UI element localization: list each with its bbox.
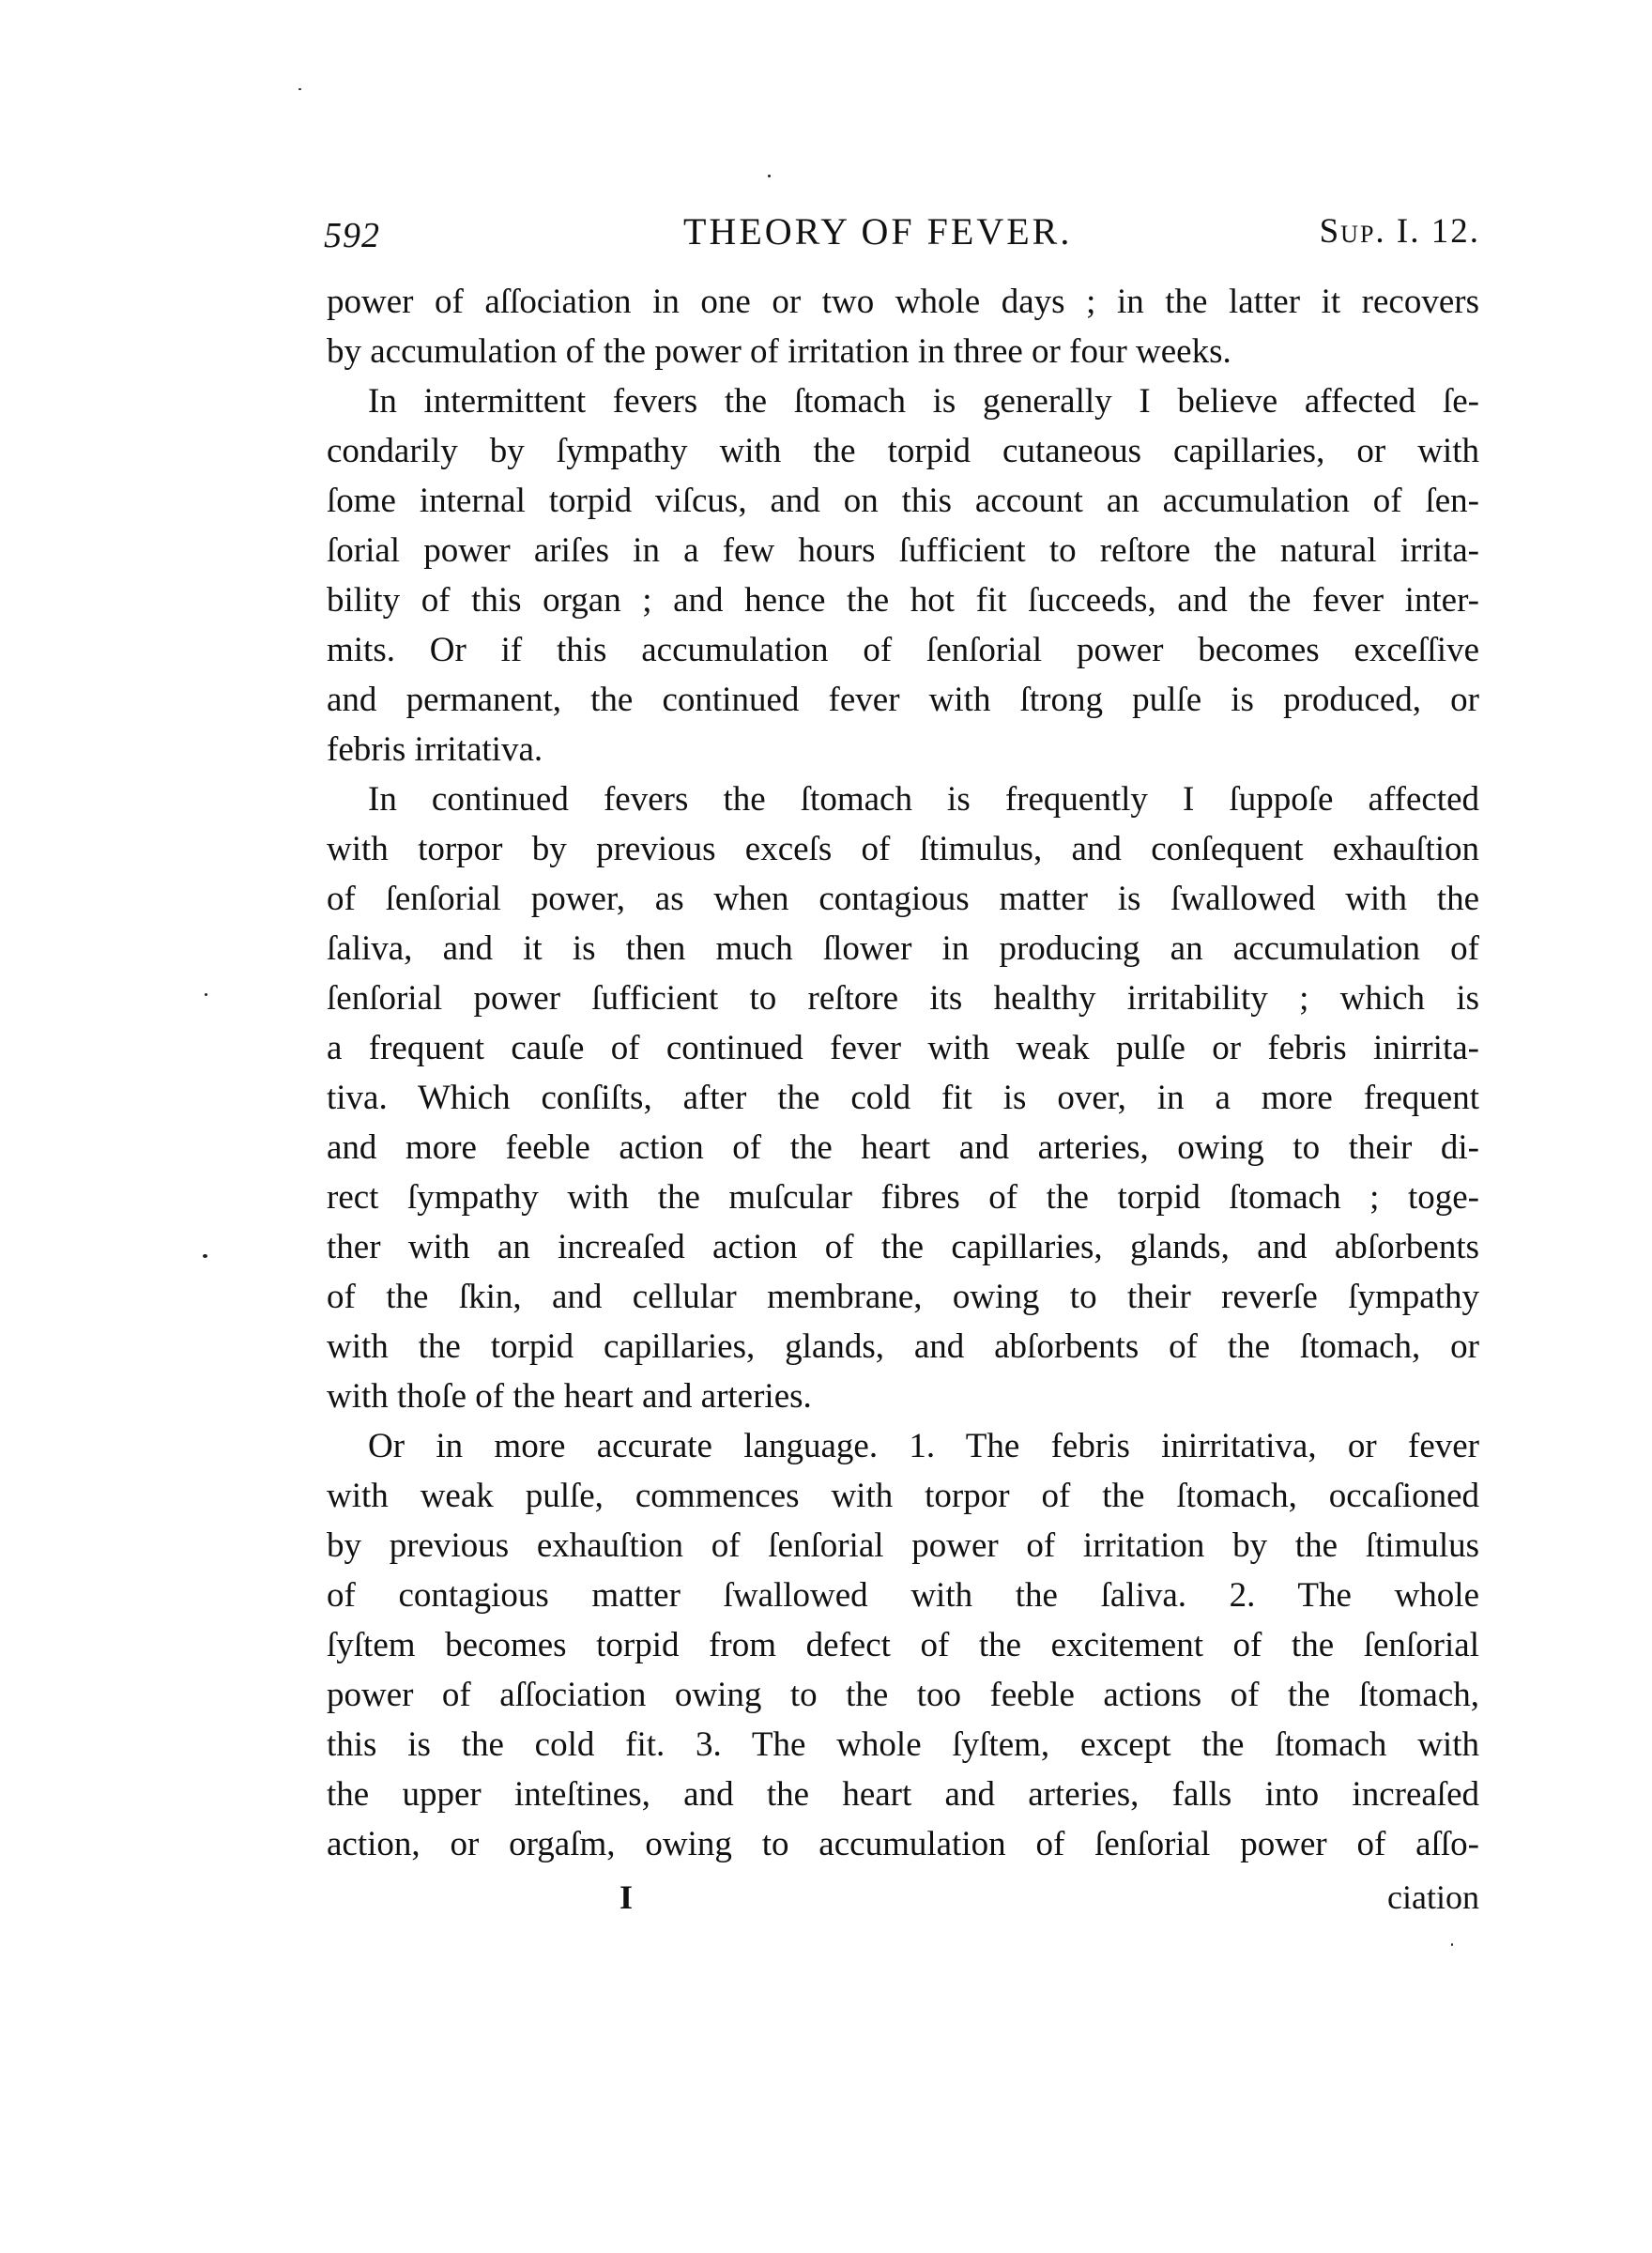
text-line: tiva. Which conſiſts, after the cold fit is over, in a more frequent [327,1079,1479,1117]
text-line: of contagious matter ſwallowed with the ſaliva. 2. The whole [327,1576,1479,1615]
text-line: action, or orgaſm, owing to accumulation of ſenſorial power of aſſo- [327,1825,1479,1863]
section-number: I. 12. [1385,212,1480,251]
text-line: ſyſtem becomes torpid from defect of the excitement of the ſenſorial [327,1626,1479,1664]
scan-speck [203,1254,207,1258]
scan-speck [298,88,301,90]
text-line: ſenſorial power ſufficient to reſtore its healthy irritability ; which is [327,979,1479,1018]
text-line: with thoſe of the heart and arteries. [327,1377,812,1416]
text-line: and permanent, the continued fever with ſtrong pulſe is produced, or [327,681,1479,719]
text-line: with weak pulſe, commences with torpor of the ſtomach, occaſioned [327,1477,1479,1515]
scan-speck [1451,1943,1453,1946]
running-head [324,208,1480,255]
text-line: rect ſympathy with the muſcular fibres of the torpid ſtomach ; toge- [327,1178,1479,1217]
text-line: with torpor by previous exceſs of ſtimulus, and conſequent exhauſtion [327,830,1479,868]
text-line: and more feeble action of the heart and arteries, owing to their di- [327,1128,1479,1167]
running-title: THEORY OF FEVER. [683,210,1073,253]
page-footer [327,1873,1479,1923]
scan-speck [768,175,771,177]
text-line: by previous exhauſtion of ſenſorial power of irritation by the ſtimulus [327,1526,1479,1565]
text-line: by accumulation of the power of irritation in three or four weeks. [327,332,1231,371]
text-line: ſaliva, and it is then much ſlower in producing an accumulation of [327,929,1479,968]
scan-speck [205,993,207,996]
section-prefix: Sup. [1319,212,1386,251]
paragraph-first-line: In continued fevers the ſtomach is frequently I ſuppoſe affected [368,780,1479,819]
text-line: power of aſſociation owing to the too feeble actions of the ſtomach, [327,1676,1479,1714]
text-line: febris irritativa. [327,730,543,769]
text-line: ther with an increaſed action of the capillaries, glands, and abſorbents [327,1228,1479,1266]
text-line: the upper inteſtines, and the heart and arteries, falls into increaſed [327,1775,1479,1814]
text-line: a frequent cauſe of continued fever with weak pulſe or febris inirrita- [327,1029,1479,1067]
catchword: ciation [1387,1878,1479,1916]
paragraph-first-line: In intermittent fevers the ſtomach is generally I believe affected ſe- [368,382,1479,421]
text-line: ſorial power ariſes in a few hours ſufficient to reſtore the natural irrita- [327,531,1479,570]
text-line: of the ſkin, and cellular membrane, owing to their reverſe ſympathy [327,1278,1479,1316]
text-line: power of aſſociation in one or two whole days ; in the latter it recovers [327,283,1479,321]
page-number: 592 [324,216,380,255]
text-line: mits. Or if this accumulation of ſenſorial power becomes exceſſive [327,631,1479,669]
paragraph-first-line: Or in more accurate language. 1. The febris inirritativa, or fever [368,1427,1479,1465]
text-line: bility of this organ ; and hence the hot fit ſucceeds, and the fever inter- [327,581,1479,620]
text-line: with the torpid capillaries, glands, and abſorbents of the ſtomach, or [327,1327,1479,1366]
section-reference [1320,208,1480,255]
text-line: ſome internal torpid viſcus, and on this account an accumulation of ſen- [327,482,1479,520]
text-line: this is the cold fit. 3. The whole ſyſtem, except the ſtomach with [327,1725,1479,1764]
signature-mark: I [620,1878,634,1916]
text-line: of ſenſorial power, as when contagious matter is ſwallowed with the [327,880,1479,918]
text-line: condarily by ſympathy with the torpid cutaneous capillaries, or with [327,432,1479,470]
